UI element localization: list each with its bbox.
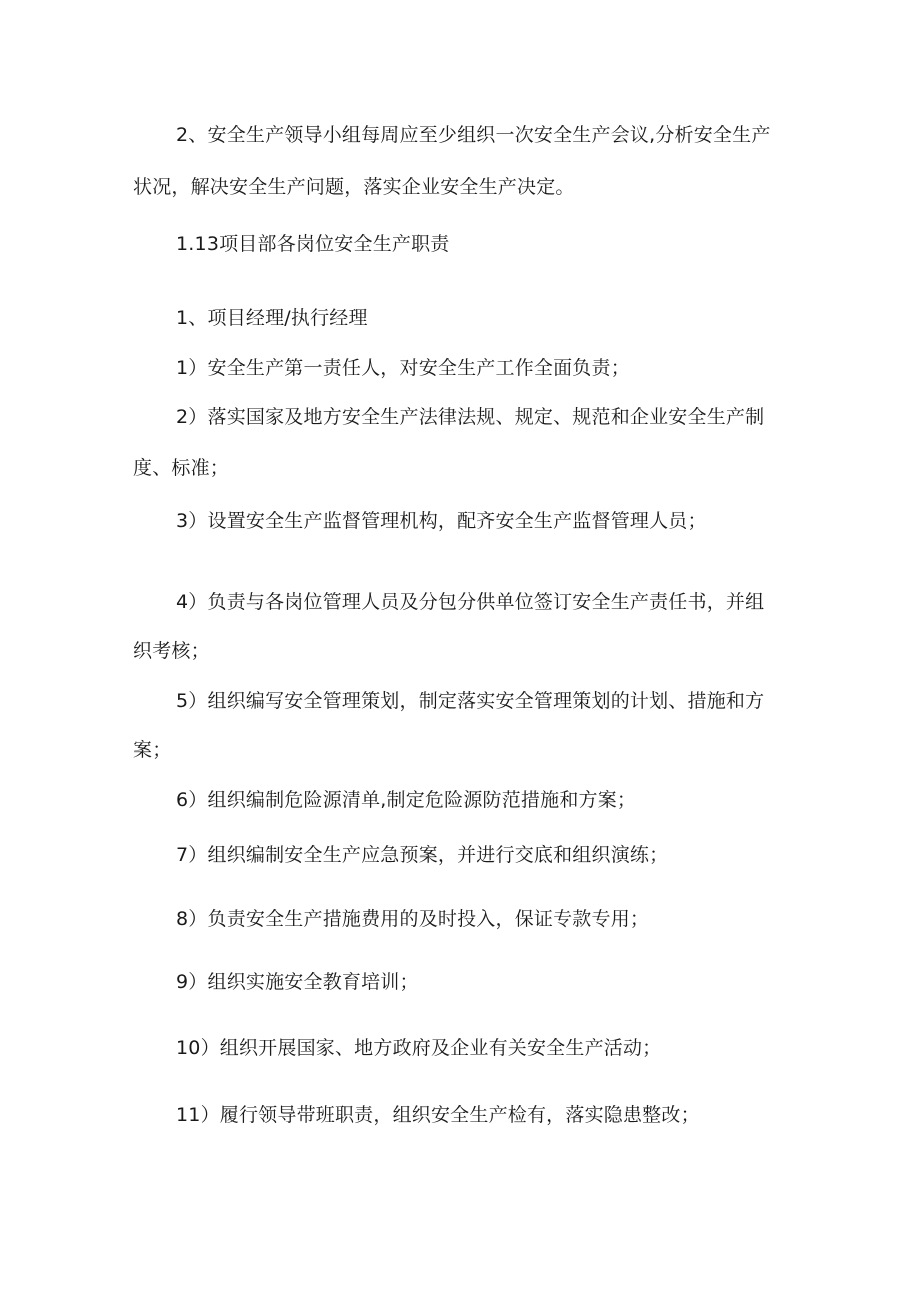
duty-item-4-line-1: 4）负责与各岗位管理人员及分包分供单位签订安全生产责任书，并组	[176, 591, 765, 613]
role-heading: 1、项目经理/执行经理	[176, 307, 368, 329]
duty-item-4-line-2: 织考核；	[133, 640, 210, 662]
duty-item-5-line-1: 5）组织编写安全管理策划，制定落实安全管理策划的计划、措施和方	[176, 690, 765, 712]
paragraph-meeting-line-1: 2、安全生产领导小组每周应至少组织一次安全生产会议,分析安全生产	[176, 124, 771, 146]
duty-item-7: 7）组织编制安全生产应急预案，并进行交底和组织演练；	[176, 844, 669, 866]
duty-item-10: 10）组织开展国家、地方政府及企业有关安全生产活动；	[176, 1037, 662, 1059]
duty-item-11: 11）履行领导带班职责，组织安全生产检有，落实隐患整改；	[176, 1104, 700, 1126]
duty-item-3: 3）设置安全生产监督管理机构，配齐安全生产监督管理人员；	[176, 510, 707, 532]
paragraph-meeting-line-2: 状况，解决安全生产问题，落实企业安全生产决定。	[133, 176, 575, 198]
duty-item-1: 1）安全生产第一责任人，对安全生产工作全面负责；	[176, 357, 630, 379]
duty-item-6: 6）组织编制危险源清单,制定危险源防范措施和方案；	[176, 789, 637, 811]
duty-item-2-line-1: 2）落实国家及地方安全生产法律法规、规定、规范和企业安全生产制	[176, 406, 765, 428]
duty-item-8: 8）负责安全生产措施费用的及时投入，保证专款专用；	[176, 908, 650, 930]
duty-item-2-line-2: 度、标准；	[133, 457, 230, 479]
section-heading: 1.13项目部各岗位安全生产职责	[176, 233, 450, 255]
duty-item-9: 9）组织实施安全教育培训；	[176, 971, 419, 993]
duty-item-5-line-2: 案；	[133, 739, 172, 761]
